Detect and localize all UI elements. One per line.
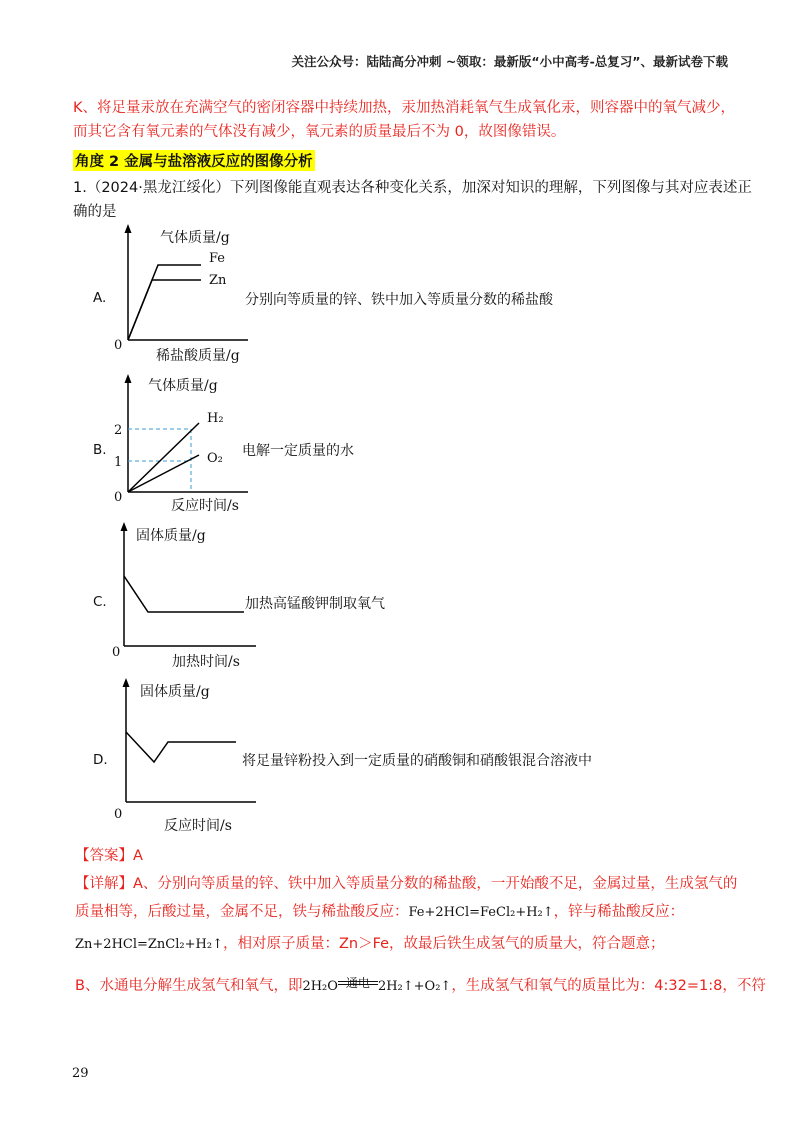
equation-water-double-bar <box>338 981 378 985</box>
chart-d-xlabel: 反应时间/s <box>164 818 232 834</box>
option-b-label: B. <box>93 442 107 458</box>
chart-a-series-zn-label: Zn <box>209 273 227 288</box>
chart-a-ylabel: 气体质量/g <box>160 230 230 246</box>
chart-b-xlabel: 反应时间/s <box>171 498 239 514</box>
chart-d-origin: 0 <box>114 807 123 822</box>
question-line-2: 确的是 <box>73 204 117 220</box>
chart-c-series-line <box>124 576 244 612</box>
chart-a <box>108 222 258 364</box>
chart-a-origin: 0 <box>114 338 123 353</box>
intro-line-1: K、将足量汞放在充满空气的密闭容器中持续加热，汞加热消耗氧气生成氧化汞，则容器中的氧气减少， <box>73 100 736 116</box>
equation-water-condition <box>338 976 378 990</box>
chart-a-series-fe-label: Fe <box>209 251 226 266</box>
chart-b-series-h2-label: H₂ <box>207 411 224 426</box>
option-c-label: C. <box>93 594 107 610</box>
chart-b-y-arrow <box>125 374 132 383</box>
question-line-1: 1.（2024·黑龙江绥化）下列图像能直观表达各种变化关系，加深对知识的理解，下列图像与其对应表述正 <box>73 180 752 196</box>
chart-c-y-arrow <box>121 522 128 531</box>
detail-line-2-text-a: 质量相等，后酸过量，金属不足，铁与稀盐酸反应： <box>75 904 409 920</box>
equation-water-right: 2H₂↑+O₂↑ <box>377 979 452 994</box>
detail-line-2-text-b: ，锌与稀盐酸反应： <box>553 904 685 920</box>
page-number: 29 <box>72 1066 89 1081</box>
chart-b-series-o2-label: O₂ <box>207 451 223 466</box>
equation-water-condition-text: 通电 <box>345 976 370 990</box>
chart-c <box>106 520 266 670</box>
detail-line-1: 【详解】A、分别向等质量的锌、铁中加入等质量分数的稀盐酸，一开始酸不足，金属过量，生成氢气的 <box>75 876 738 892</box>
chart-b-origin: 0 <box>114 490 123 505</box>
option-a-description: 分别向等质量的锌、铁中加入等质量分数的稀盐酸 <box>245 292 553 308</box>
detail-line-4-text-b: ，生成氢气和氧气的质量比为：4:32=1:8，不符 <box>451 978 766 994</box>
section-title: 角度 2 金属与盐溶液反应的图像分析 <box>73 150 315 171</box>
equation-zn-hcl: Zn+2HCl=ZnCl₂+H₂↑ <box>75 937 223 952</box>
chart-b <box>108 372 258 514</box>
chart-b-series-h2-line <box>128 423 199 492</box>
option-a-label: A. <box>93 290 107 306</box>
option-c-description: 加热高锰酸钾制取氧气 <box>245 596 385 612</box>
detail-line-4 <box>75 976 766 997</box>
detail-line-3 <box>75 934 665 955</box>
equation-fe-hcl: Fe+2HCl=FeCl₂+H₂↑ <box>408 905 554 920</box>
chart-d-series-line <box>126 732 236 762</box>
intro-line-2: 而其它含有氧元素的气体没有减少，氧元素的质量最后不为 0，故图像错误。 <box>73 124 566 140</box>
chart-b-ytick-2: 2 <box>114 423 123 438</box>
equation-water-left: 2H₂O <box>302 979 338 994</box>
chart-d-ylabel: 固体质量/g <box>140 684 210 700</box>
option-d-label: D. <box>93 752 108 768</box>
chart-a-xlabel: 稀盐酸质量/g <box>156 348 240 364</box>
chart-c-origin: 0 <box>112 645 121 660</box>
page-header: 关注公众号：陆陆高分冲刺 ~领取：最新版“小中高考-总复习”、最新试卷下载 <box>291 54 728 69</box>
detail-line-2 <box>75 902 684 923</box>
answer: 【答案】A <box>75 848 143 864</box>
chart-a-y-arrow <box>125 224 132 233</box>
detail-line-3-text: ，相对原子质量：Zn＞Fe，故最后铁生成氢气的质量大，符合题意； <box>222 936 665 952</box>
chart-b-ylabel: 气体质量/g <box>148 378 218 394</box>
chart-a-series-fe-line <box>128 265 201 340</box>
option-b-description: 电解一定质量的水 <box>242 443 354 459</box>
option-d-description: 将足量锌粉投入到一定质量的硝酸铜和硝酸银混合溶液中 <box>242 753 592 769</box>
chart-a-series-zn-line <box>128 280 201 340</box>
chart-c-ylabel: 固体质量/g <box>136 528 206 544</box>
chart-c-xlabel: 加热时间/s <box>172 654 240 670</box>
chart-b-ytick-1: 1 <box>114 455 123 470</box>
detail-line-4-text-a: B、水通电分解生成氢气和氧气，即 <box>75 978 303 994</box>
chart-d-y-arrow <box>123 678 130 687</box>
